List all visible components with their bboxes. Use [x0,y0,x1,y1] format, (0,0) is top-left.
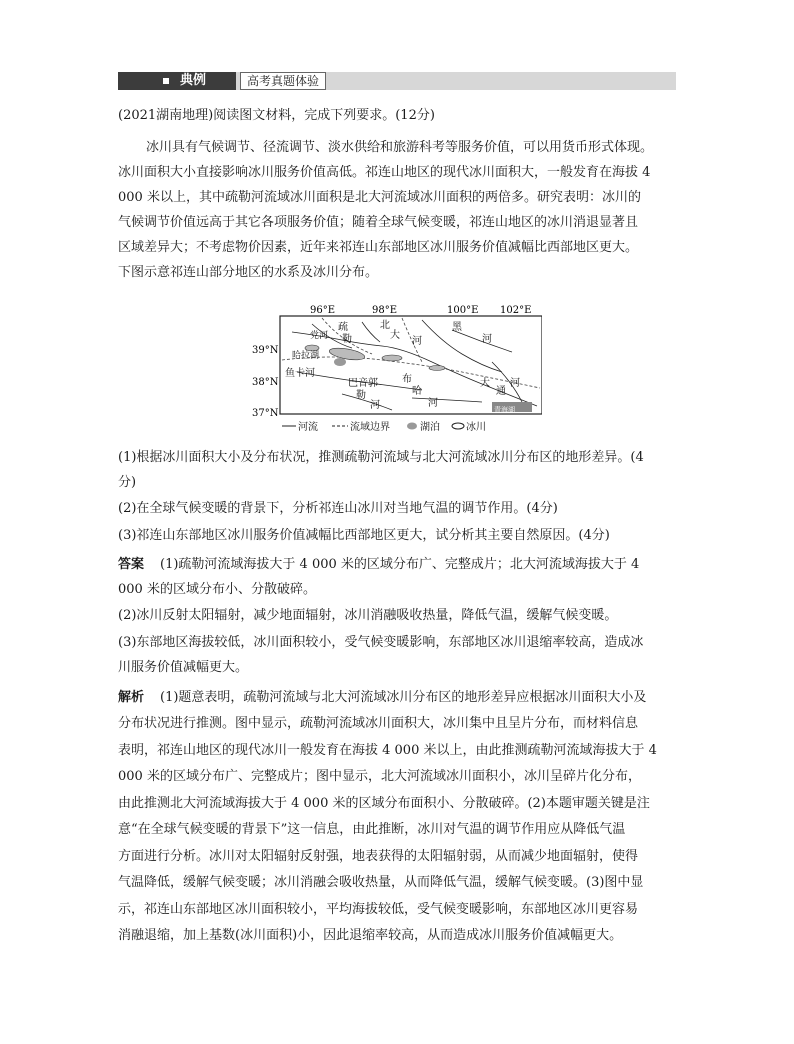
answer-line: (1)疏勒河流域海拔大于 4 000 米的区域分布广、完整成片；北大河流域海拔大于 4 [160,557,640,572]
svg-text:河流: 河流 [298,422,318,433]
analysis-line: 方面进行分析。冰川对太阳辐射反射强，地表获得的太阳辐射弱，从而减少地面辐射，使得 [118,849,639,864]
answer-line: (2)冰川反射太阳辐射，减少地面辐射，冰川消融吸收热量，降低气温，缓解气候变暖。 [118,608,618,623]
place-label: 河 [482,334,492,345]
material-line: 冰川面积大小直接影响冰川服务价值高低。祁连山地区的现代冰川面积大，一般发育在海拔 4 [118,165,651,180]
sub-question-1-cont: 分) [118,475,137,490]
place-label: 黑 [452,322,462,333]
place-label: 疏 [338,322,348,333]
place-label: 河 [412,336,422,347]
section-subtitle: 高考真题体验 [240,72,326,90]
svg-text:流域边界: 流域边界 [350,422,390,433]
place-label: 哈拉湖 [292,351,320,361]
svg-text:冰川: 冰川 [466,422,486,433]
place-label: 勒 [342,334,352,345]
place-label: 布 [402,374,412,385]
answer-line: 川服务价值减幅更大。 [118,660,249,675]
material-line: 气候调节价值远高于其它各项服务价值；随着全球气候变暖，祁连山地区的冰川消退显著且 [118,215,639,230]
square-bullet-icon [163,78,169,84]
place-label: 大 [480,378,490,389]
lon-label: 100°E [447,305,479,316]
place-label: 鱼卡河 [285,368,315,379]
material-line: 下图示意祁连山部分地区的水系及冰川分布。 [118,265,379,280]
place-label: 通 [496,386,506,397]
qilian-map [252,302,542,434]
lake-icon [334,358,346,366]
place-label: 北 [380,320,390,331]
analysis-line: 示，祁连山东部地区冰川面积较小，平均海拔较低，受气候变暖影响，东部地区冰川更容易 [118,902,639,917]
svg-text:湖泊: 湖泊 [420,422,440,433]
section-tag [118,72,236,90]
place-label: 党河 [310,331,329,341]
lat-label: 37°N [252,408,279,419]
place-label: 哈 [412,386,422,397]
question-source: (2021湖南地理)阅读图文材料，完成下列要求。(12分) [118,108,435,123]
place-label: 河 [510,378,520,389]
lat-label: 39°N [252,345,279,356]
place-label: 大 [390,330,400,341]
place-label: 河 [370,400,380,411]
analysis-line: 分布状况进行推测。图中显示，疏勒河流域冰川面积大，冰川集中且呈片分布，而材料信息 [118,716,639,731]
analysis-line: 气温降低，缓解气候变暖；冰川消融会吸收热量，从而降低气温，缓解气候变暖。(3)图中显 [118,875,644,890]
analysis-line: 000 米的区域分布广、完整成片；图中显示，北大河流域冰川面积小，冰川呈碎片化分布， [118,769,641,784]
analysis-line: 意“在全球气候变暖的背景下”这一信息，由此推断，冰川对气温的调节作用应从降低气温 [118,822,626,837]
lat-label: 38°N [252,377,279,388]
lon-label: 102°E [500,305,532,316]
analysis-line: 表明，祁连山地区的现代冰川一般发育在海拔 4 000 米以上，由此推测疏勒河流域海拔大于 4 [118,743,657,758]
place-label: 河 [428,398,438,409]
answer-line: 000 米的区域分布小、分散破碎。 [118,582,316,597]
place-label: 巴音郭 [348,378,378,389]
place-label: 青海湖 [494,406,515,414]
sub-question-3: (3)祁连山东部地区冰川服务价值减幅比西部地区更大，试分析其主要自然原因。(4分) [118,528,610,543]
answer-label: 答案 [118,557,145,572]
material-line: 000 米以上，其中疏勒河流域冰川面积是北大河流域冰川面积的两倍多。研究表明：冰川的 [118,190,641,205]
analysis-line: 消融退缩，加上基数(冰川面积)小，因此退缩率较高，从而造成冰川服务价值减幅更大。 [118,928,623,943]
analysis-line: (1)题意表明，疏勒河流域与北大河流域冰川分布区的地形差异应根据冰川面积大小及 [160,690,647,705]
answer-line: (3)东部地区海拔较低，冰川面积较小，受气候变暖影响，东部地区冰川退缩率较高，造成冰 [118,635,644,650]
lon-label: 96°E [310,305,336,316]
sub-question-2: (2)在全球气候变暖的背景下，分析祁连山冰川对当地气温的调节作用。(4分) [118,501,558,516]
analysis-label: 解析 [118,690,145,705]
map-legend [282,420,486,433]
lon-label: 98°E [372,305,398,316]
material-line: 冰川具有气候调节、径流调节、淡水供给和旅游科考等服务价值，可以用货币形式体现。 [146,140,654,155]
material-line: 区域差异大；不考虑物价因素，近年来祁连山东部地区冰川服务价值减幅比西部地区更大。 [118,240,639,255]
analysis-line: 由此推测北大河流域海拔大于 4 000 米的区域分布面积小、分散破碎。(2)本题审题关键是注 [118,796,650,811]
sub-question-1: (1)根据冰川面积大小及分布状况，推测疏勒河流域与北大河流域冰川分布区的地形差异。(4 [118,450,644,465]
section-tag-label: 典例 [180,73,207,88]
place-label: 勒 [356,390,366,401]
